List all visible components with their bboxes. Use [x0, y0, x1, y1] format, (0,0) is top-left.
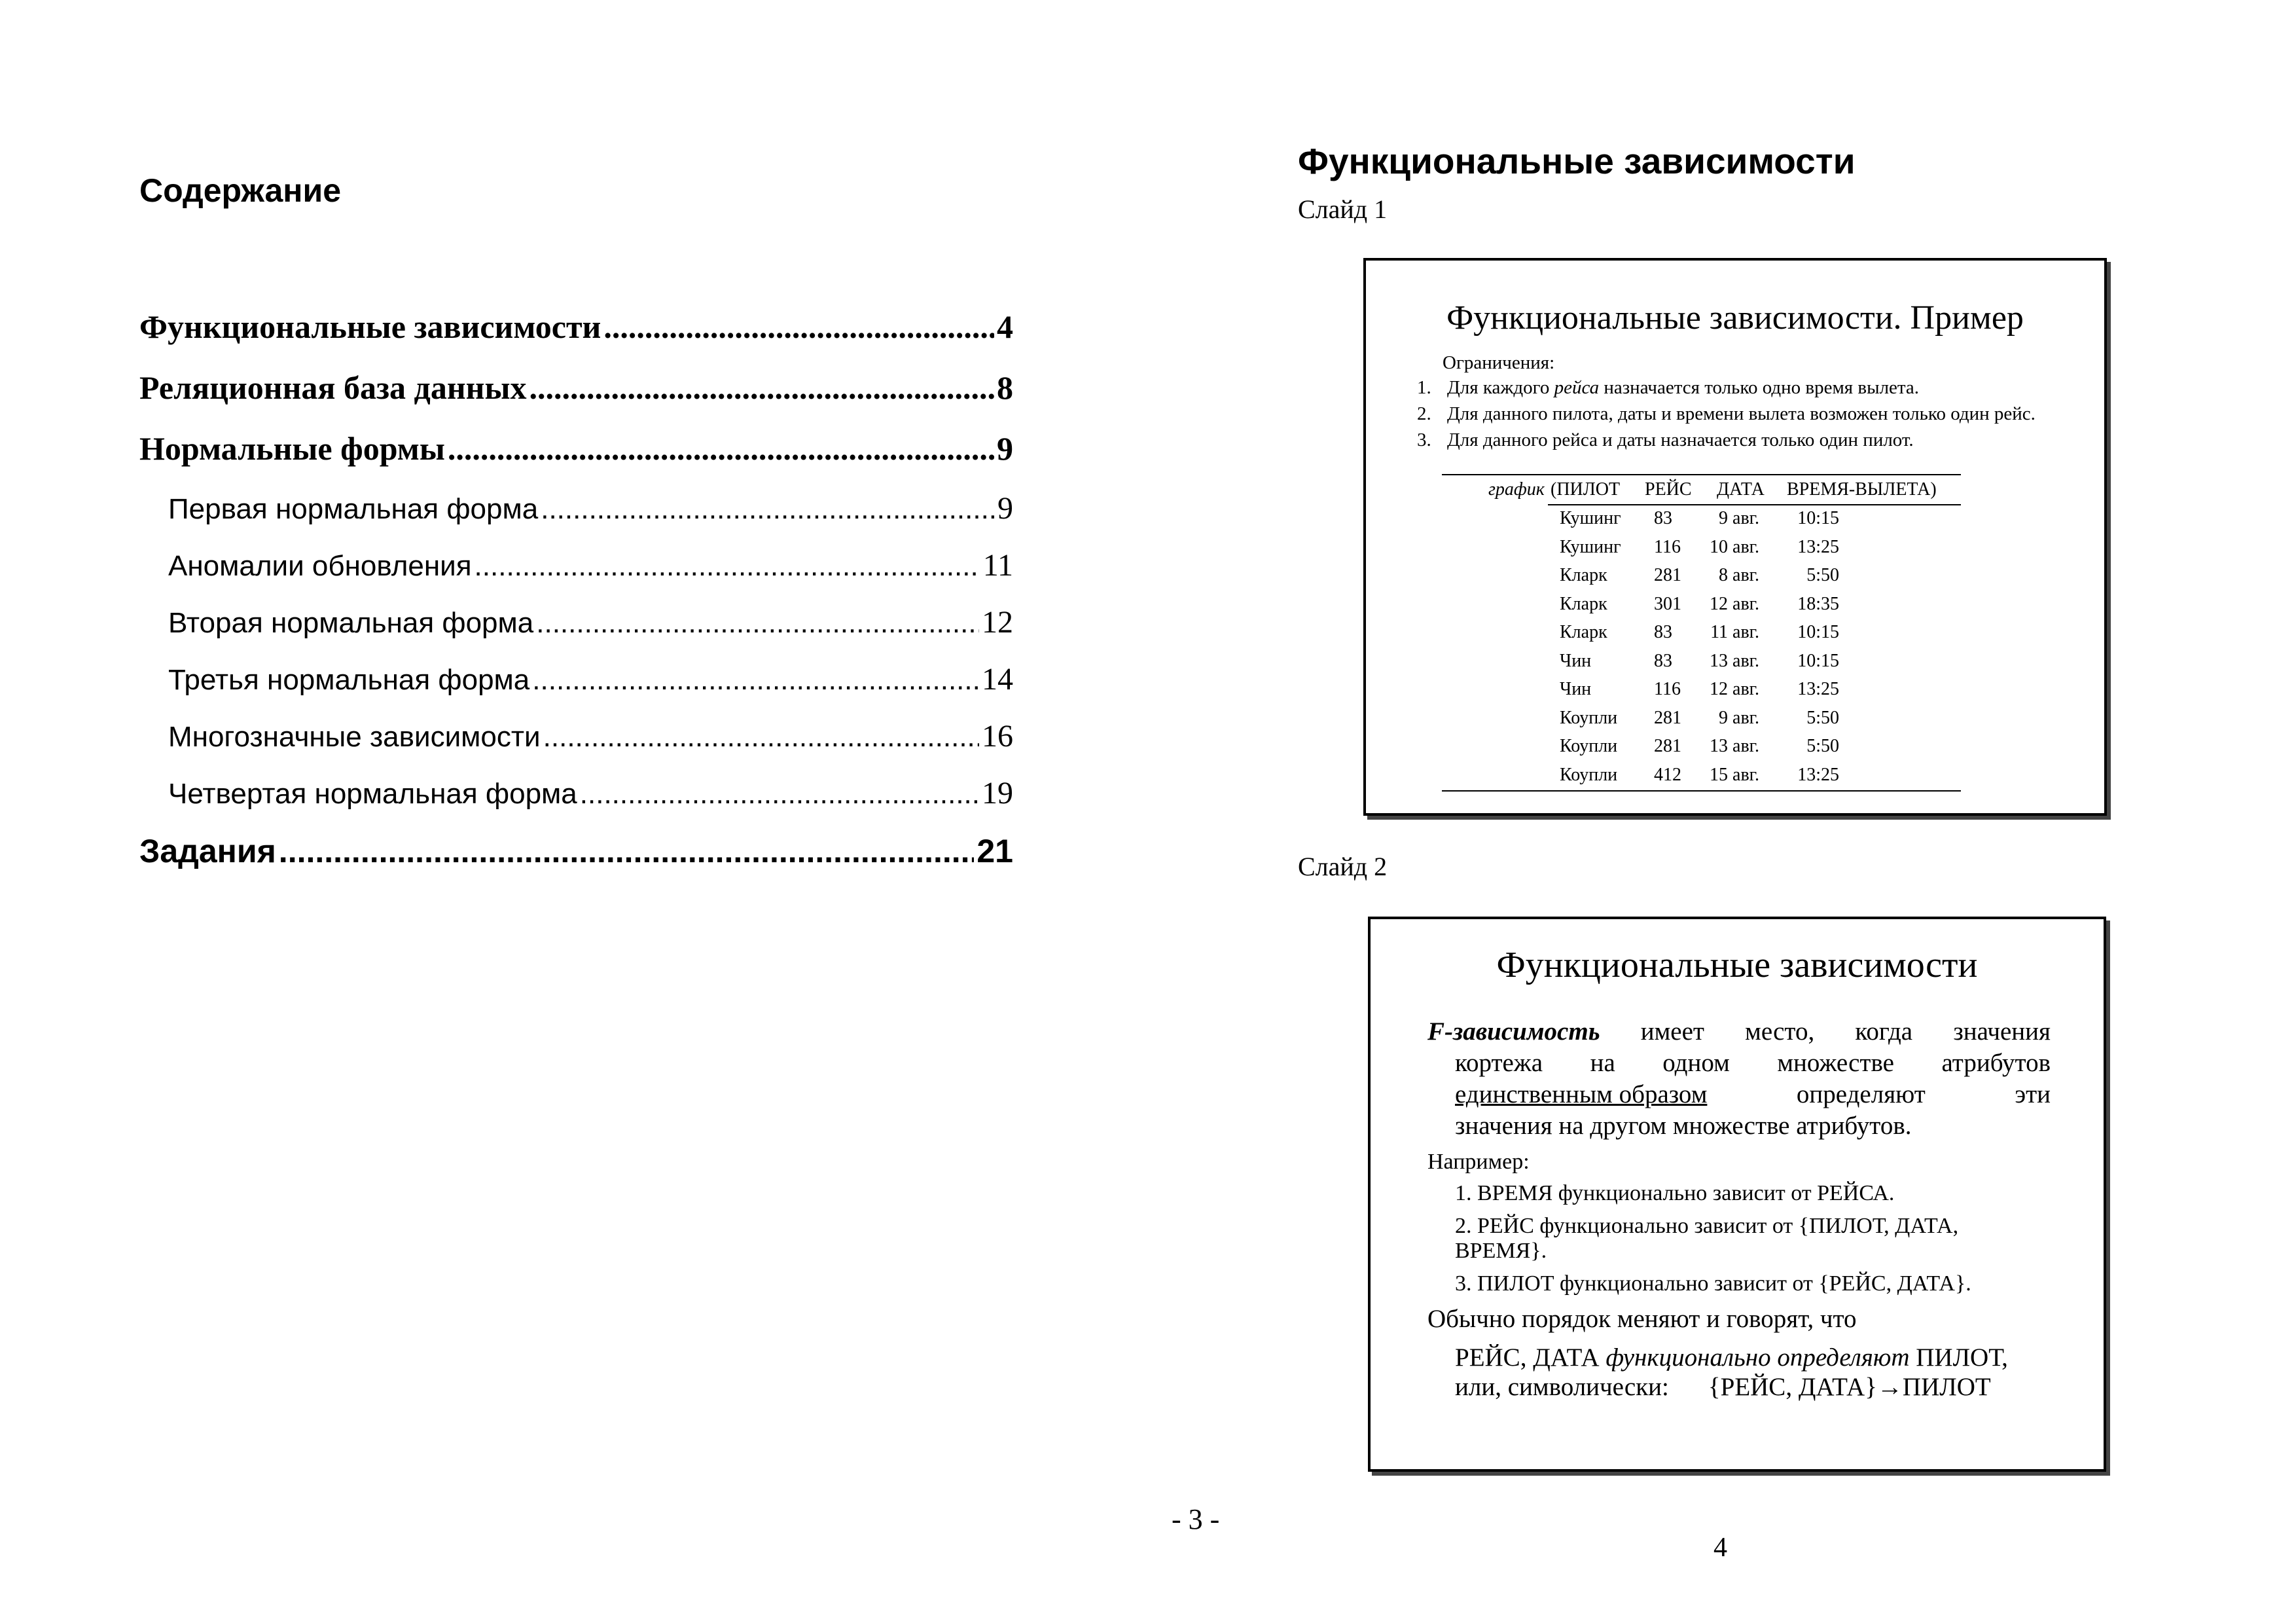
slide1-title: Функциональные зависимости. Пример: [1446, 299, 2024, 337]
example-item: 1. ВРЕМЯ функционально зависит от РЕЙСА.: [1455, 1181, 1895, 1205]
toc-entry-label: Первая нормальная форма: [168, 493, 539, 525]
constraint-item: [1417, 429, 2036, 456]
toc-entry-label: Вторая нормальная форма: [168, 607, 534, 639]
toc-leader: [543, 721, 979, 754]
toc-entry[interactable]: [139, 369, 1013, 429]
table-cell: Кушинг: [1560, 508, 1621, 528]
column-header: РЕЙС: [1645, 479, 1692, 500]
section-heading: Функциональные зависимости: [1298, 141, 1856, 181]
table-cell: 13:25: [1797, 536, 1839, 557]
slide2-label: Слайд 2: [1298, 852, 1388, 881]
toc-entry-label: Четвертая нормальная форма: [168, 778, 577, 810]
toc-leader: [529, 369, 994, 407]
constraint-item: [1417, 377, 2036, 403]
constraint-num: 1.: [1417, 377, 1431, 398]
table-cell: 18:35: [1797, 593, 1839, 614]
toc-list: [139, 308, 1013, 893]
toc-entry-page: 9: [997, 491, 1013, 526]
constraints-label: Ограничения:: [1443, 352, 1555, 373]
underlined-phrase: единственным образом: [1455, 1080, 1708, 1108]
table-cell: Коупли: [1560, 736, 1618, 756]
toc-entry-label: Нормальные формы: [139, 430, 445, 467]
toc-entry-label: Третья нормальная форма: [168, 664, 530, 696]
toc-entry-page: 12: [982, 605, 1013, 640]
table-cell: 13 авг.: [1710, 736, 1759, 756]
toc-entry-page: 14: [982, 662, 1013, 697]
definition-term: F-зависимость: [1427, 1017, 1600, 1046]
table-cell: 15 авг.: [1710, 764, 1759, 785]
table-cell: 281: [1654, 736, 1681, 756]
page-number-left: - 3 -: [1172, 1503, 1220, 1535]
table-cell: 12 авг.: [1710, 593, 1759, 614]
toc-entry-page: 11: [982, 548, 1013, 583]
definition-line: кортежа на одном множестве атрибутов: [1455, 1049, 2051, 1077]
toc-entry[interactable]: [139, 718, 1013, 775]
toc-entry-page: 21: [977, 833, 1013, 869]
toc-entry-label: Задания: [139, 833, 276, 869]
toc-entry[interactable]: [139, 661, 1013, 718]
table-cell: 9 авг.: [1719, 707, 1759, 728]
table-cell: 5:50: [1806, 707, 1839, 728]
table-cell: 412: [1654, 764, 1681, 785]
table-cell: Чин: [1560, 679, 1592, 699]
table-cell: 116: [1654, 679, 1681, 699]
toc-title: Содержание: [139, 172, 342, 209]
slide2-frame: [1368, 917, 2106, 1472]
toc-entry[interactable]: [139, 429, 1013, 490]
toc-entry[interactable]: [139, 832, 1013, 893]
constraint-text: Для каждого рейса назначается только одно время вылета.: [1447, 377, 1920, 398]
table-cell: 5:50: [1806, 565, 1839, 585]
constraint-num: 2.: [1417, 403, 1431, 424]
constraint-num: 3.: [1417, 429, 1431, 450]
table-cell: 281: [1654, 565, 1681, 585]
table-cell: 13:25: [1797, 679, 1839, 699]
table-cell: 9 авг.: [1719, 508, 1759, 528]
table-cell: 10 авг.: [1710, 536, 1759, 557]
definition-line: значения на другом множестве атрибутов.: [1455, 1112, 1912, 1140]
page-number-right: 4: [1713, 1533, 1727, 1563]
table-row: [1442, 733, 1961, 762]
toc-entry-label: Реляционная база данных: [139, 369, 527, 406]
usual-phrase: Обычно порядок меняют и говорят, что: [1427, 1305, 1857, 1333]
table-cell: Кларк: [1560, 565, 1607, 585]
toc-leader: [536, 607, 979, 640]
table-cell: 301: [1654, 593, 1681, 614]
toc-entry-page: 8: [997, 369, 1013, 406]
toc-entry[interactable]: [139, 308, 1013, 369]
toc-entry-label: Функциональные зависимости: [139, 308, 601, 345]
table-bottom-rule: [1442, 790, 1961, 792]
toc-leader: [580, 778, 979, 811]
table-row: [1442, 505, 1961, 534]
table-row: [1442, 648, 1961, 677]
table-cell: 281: [1654, 707, 1681, 728]
table-cell: Кларк: [1560, 593, 1607, 614]
toc-entry[interactable]: [139, 490, 1013, 547]
definition-paragraph: [1427, 1016, 2051, 1142]
table-cell: 12 авг.: [1710, 679, 1759, 699]
table-row: [1442, 762, 1961, 791]
table-row: [1442, 705, 1961, 734]
toc-leader: [541, 493, 995, 526]
table-cell: 13:25: [1797, 764, 1839, 785]
constraint-item: [1417, 403, 2036, 429]
examples-label: Например:: [1427, 1150, 1530, 1174]
definition-line: единственным образом определяют эти: [1427, 1079, 2051, 1110]
table-cell: 5:50: [1806, 736, 1839, 756]
slide2-title: Функциональные зависимости: [1496, 945, 1978, 985]
toc-leader: [448, 429, 994, 467]
toc-leader: [279, 832, 975, 870]
toc-entry[interactable]: [139, 547, 1013, 604]
toc-leader: [603, 308, 994, 346]
table-cell: Коупли: [1560, 764, 1618, 785]
example-item: 3. ПИЛОТ функционально зависит от {РЕЙС, ДАТА}.: [1455, 1271, 1971, 1296]
table-row: [1442, 676, 1961, 705]
table-row: [1442, 562, 1961, 591]
table-cell: 10:15: [1797, 508, 1839, 528]
table-cell: Кларк: [1560, 622, 1607, 642]
table-cell: 83: [1654, 622, 1672, 642]
table-name: график: [1488, 479, 1545, 500]
slide1-frame: [1363, 258, 2107, 816]
table-row: [1442, 619, 1961, 648]
schedule-table: [1442, 474, 1961, 792]
constraints-list: [1417, 377, 2036, 456]
toc-leader: [532, 664, 979, 697]
table-cell: Чин: [1560, 650, 1592, 671]
toc-entry-page: 9: [997, 430, 1013, 467]
table-cell: 8 авг.: [1719, 565, 1759, 585]
table-header: [1442, 475, 1961, 504]
table-cell: 83: [1654, 508, 1672, 528]
toc-entry[interactable]: [139, 604, 1013, 661]
table-body: [1442, 505, 1961, 790]
fd-sentence: РЕЙС, ДАТА функционально определяют ПИЛОТ,: [1455, 1343, 2008, 1372]
table-cell: Коупли: [1560, 707, 1618, 728]
table-cell: 116: [1654, 536, 1681, 557]
column-header: (ПИЛОТ: [1551, 479, 1621, 500]
column-header: ДАТА: [1717, 479, 1765, 500]
toc-leader: [475, 550, 980, 583]
example-item: 2. РЕЙС функционально зависит от {ПИЛОТ, ДАТА,: [1455, 1214, 1959, 1238]
toc-entry-page: 4: [997, 308, 1013, 345]
toc-entry[interactable]: [139, 775, 1013, 832]
toc-entry-label: Многозначные зависимости: [168, 721, 541, 753]
constraint-text: Для данного рейса и даты назначается только один пилот.: [1447, 429, 1914, 450]
table-row: [1442, 534, 1961, 563]
examples-block: [1427, 1150, 2056, 1402]
constraint-text: Для данного пилота, даты и времени вылета возможен только один рейс.: [1447, 403, 2036, 424]
table-cell: 13 авг.: [1710, 650, 1759, 671]
column-header: ВРЕМЯ-ВЫЛЕТА): [1787, 479, 1937, 500]
example-item-continued: ВРЕМЯ}.: [1455, 1239, 1547, 1263]
slide1-label: Слайд 1: [1298, 194, 1388, 224]
toc-entry-page: 19: [982, 776, 1013, 811]
definition-line: F-зависимость имеет место, когда значения: [1427, 1016, 2051, 1048]
toc-entry-label: Аномалии обновления: [168, 550, 472, 582]
table-row: [1442, 591, 1961, 620]
table-cell: 83: [1654, 650, 1672, 671]
toc-entry-page: 16: [982, 719, 1013, 754]
symbolic-line: или, символически: {РЕЙС, ДАТА}→ПИЛОТ: [1455, 1373, 1991, 1401]
symbolic-fd: {РЕЙС, ДАТА}→ПИЛОТ: [1708, 1373, 1991, 1401]
table-cell: 11 авг.: [1710, 622, 1759, 642]
table-cell: 10:15: [1797, 650, 1839, 671]
table-cell: 10:15: [1797, 622, 1839, 642]
table-cell: Кушинг: [1560, 536, 1621, 557]
